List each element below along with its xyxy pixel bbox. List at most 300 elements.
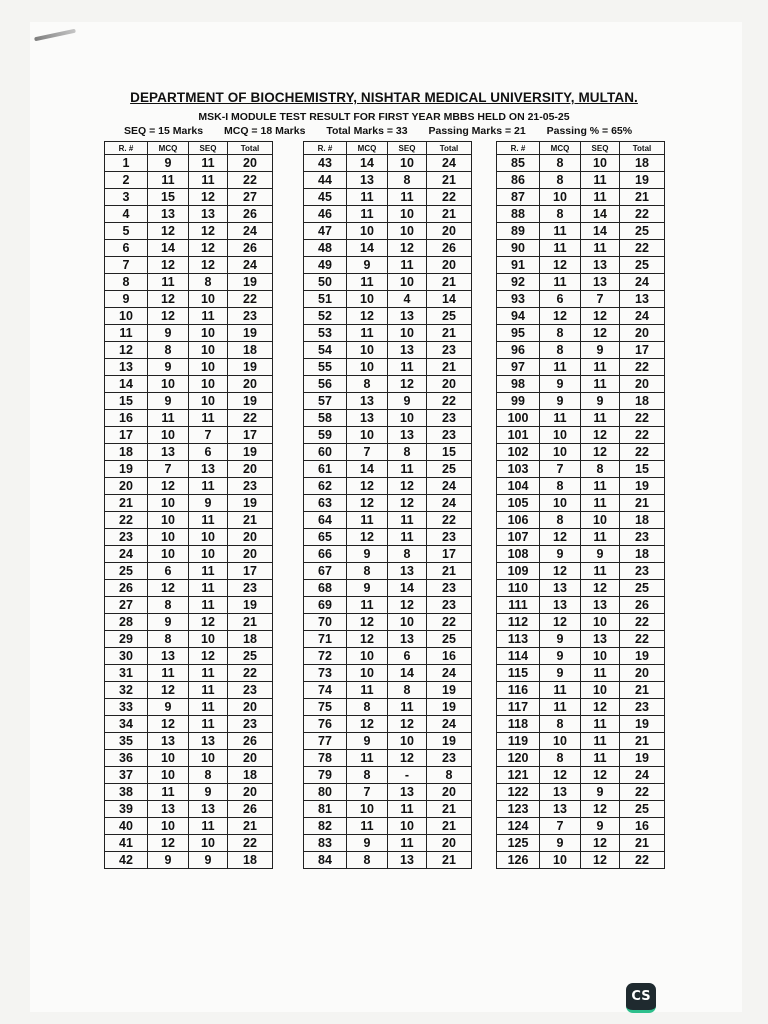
- mcq-score-cell: 9: [540, 546, 581, 563]
- seq-score-cell: 11: [581, 716, 620, 733]
- total-score-cell: 23: [427, 580, 472, 597]
- total-score-cell: 24: [427, 495, 472, 512]
- roll-number-cell: 7: [105, 257, 148, 274]
- total-score-cell: 20: [620, 325, 665, 342]
- table-row: [105, 240, 273, 257]
- table-row: [497, 172, 665, 189]
- seq-score-cell: 13: [581, 274, 620, 291]
- table-row: [304, 461, 472, 478]
- mcq-score-cell: 10: [148, 512, 189, 529]
- table-row: [497, 835, 665, 852]
- table-row: [304, 410, 472, 427]
- total-score-cell: 23: [620, 699, 665, 716]
- seq-score-cell: 10: [189, 376, 228, 393]
- seq-score-cell: 9: [581, 818, 620, 835]
- result-table-3: [496, 141, 665, 869]
- roll-number-cell: 107: [497, 529, 540, 546]
- mcq-score-cell: 9: [347, 257, 388, 274]
- mcq-score-cell: 10: [347, 342, 388, 359]
- mcq-score-cell: 8: [540, 325, 581, 342]
- mcq-score-cell: 12: [540, 767, 581, 784]
- table-row: [105, 189, 273, 206]
- mcq-score-cell: 11: [148, 410, 189, 427]
- table-row: [105, 257, 273, 274]
- mcq-score-cell: 9: [540, 648, 581, 665]
- roll-number-cell: 112: [497, 614, 540, 631]
- table-row: [497, 631, 665, 648]
- col-header-seq: SEQ: [189, 142, 228, 155]
- seq-score-cell: 13: [189, 206, 228, 223]
- seq-score-cell: 12: [388, 495, 427, 512]
- total-score-cell: 13: [620, 291, 665, 308]
- total-score-cell: 8: [427, 767, 472, 784]
- seq-score-cell: 11: [581, 172, 620, 189]
- total-score-cell: 22: [427, 189, 472, 206]
- total-score-cell: 23: [427, 410, 472, 427]
- roll-number-cell: 77: [304, 733, 347, 750]
- table-row: [304, 512, 472, 529]
- seq-score-cell: 10: [189, 359, 228, 376]
- total-score-cell: 21: [427, 274, 472, 291]
- mcq-score-cell: 9: [347, 580, 388, 597]
- roll-number-cell: 85: [497, 155, 540, 172]
- total-score-cell: 21: [427, 325, 472, 342]
- mcq-score-cell: 10: [540, 189, 581, 206]
- total-score-cell: 26: [427, 240, 472, 257]
- seq-score-cell: 8: [388, 682, 427, 699]
- total-score-cell: 22: [620, 359, 665, 376]
- table-row: [497, 189, 665, 206]
- total-score-cell: 18: [620, 393, 665, 410]
- roll-number-cell: 45: [304, 189, 347, 206]
- seq-score-cell: 12: [581, 580, 620, 597]
- roll-number-cell: 49: [304, 257, 347, 274]
- roll-number-cell: 56: [304, 376, 347, 393]
- roll-number-cell: 19: [105, 461, 148, 478]
- mcq-score-cell: 8: [540, 342, 581, 359]
- table-row: [105, 699, 273, 716]
- total-score-cell: 16: [427, 648, 472, 665]
- mcq-score-cell: 13: [148, 206, 189, 223]
- table-row: [304, 750, 472, 767]
- seq-score-cell: 10: [581, 614, 620, 631]
- roll-number-cell: 100: [497, 410, 540, 427]
- roll-number-cell: 10: [105, 308, 148, 325]
- mcq-score-cell: 10: [540, 733, 581, 750]
- table-row: [304, 376, 472, 393]
- mcq-score-cell: 9: [148, 155, 189, 172]
- total-score-cell: 26: [228, 801, 273, 818]
- seq-score-cell: 12: [581, 444, 620, 461]
- total-score-cell: 19: [427, 733, 472, 750]
- roll-number-cell: 55: [304, 359, 347, 376]
- mcq-score-cell: 12: [540, 308, 581, 325]
- table-row: [304, 308, 472, 325]
- roll-number-cell: 114: [497, 648, 540, 665]
- table-row: [497, 682, 665, 699]
- seq-score-cell: 11: [581, 750, 620, 767]
- mcq-score-cell: 12: [148, 682, 189, 699]
- table-row: [497, 818, 665, 835]
- total-score-cell: 19: [228, 274, 273, 291]
- mcq-score-cell: 9: [540, 631, 581, 648]
- result-table-1: [104, 141, 273, 869]
- mcq-score-cell: 11: [148, 784, 189, 801]
- mcq-score-cell: 14: [347, 240, 388, 257]
- total-score-cell: 19: [228, 597, 273, 614]
- seq-score-cell: 7: [189, 427, 228, 444]
- total-score-cell: 20: [427, 257, 472, 274]
- roll-number-cell: 118: [497, 716, 540, 733]
- table-row: [105, 784, 273, 801]
- roll-number-cell: 23: [105, 529, 148, 546]
- seq-score-cell: 11: [388, 835, 427, 852]
- table-row: [105, 750, 273, 767]
- table-row: [304, 852, 472, 869]
- seq-score-cell: 12: [388, 478, 427, 495]
- mcq-score-cell: 12: [347, 716, 388, 733]
- mcq-score-cell: 11: [347, 597, 388, 614]
- table-row: [497, 716, 665, 733]
- mcq-score-cell: 10: [148, 750, 189, 767]
- seq-score-cell: 9: [581, 784, 620, 801]
- mcq-score-cell: 10: [347, 665, 388, 682]
- mcq-score-cell: 14: [347, 461, 388, 478]
- mcq-score-cell: 8: [540, 172, 581, 189]
- table-row: [105, 410, 273, 427]
- table-row: [105, 733, 273, 750]
- seq-score-cell: 10: [581, 155, 620, 172]
- table-row: [497, 767, 665, 784]
- table-row: [105, 631, 273, 648]
- mcq-score-cell: 11: [540, 240, 581, 257]
- seq-score-cell: 13: [388, 631, 427, 648]
- total-score-cell: 21: [228, 614, 273, 631]
- table-row: [105, 682, 273, 699]
- seq-marks-text: SEQ = 15 Marks: [124, 125, 204, 137]
- table-row: [304, 223, 472, 240]
- mcq-score-cell: 12: [347, 308, 388, 325]
- mcq-score-cell: 10: [540, 444, 581, 461]
- col-header-roll: R. #: [105, 142, 148, 155]
- mcq-score-cell: 9: [148, 359, 189, 376]
- total-score-cell: 18: [228, 631, 273, 648]
- total-score-cell: 20: [228, 529, 273, 546]
- total-score-cell: 24: [427, 478, 472, 495]
- table-row: [105, 274, 273, 291]
- total-score-cell: 20: [228, 155, 273, 172]
- table-row: [304, 393, 472, 410]
- seq-score-cell: 14: [388, 580, 427, 597]
- mcq-score-cell: 9: [347, 733, 388, 750]
- seq-score-cell: 11: [388, 359, 427, 376]
- roll-number-cell: 22: [105, 512, 148, 529]
- roll-number-cell: 54: [304, 342, 347, 359]
- mcq-score-cell: 8: [347, 852, 388, 869]
- roll-number-cell: 81: [304, 801, 347, 818]
- roll-number-cell: 97: [497, 359, 540, 376]
- mcq-score-cell: 6: [148, 563, 189, 580]
- total-score-cell: 21: [427, 852, 472, 869]
- mcq-score-cell: 11: [148, 274, 189, 291]
- mcq-score-cell: 11: [347, 512, 388, 529]
- table-row: [497, 274, 665, 291]
- table-row: [105, 512, 273, 529]
- total-score-cell: 22: [620, 631, 665, 648]
- roll-number-cell: 75: [304, 699, 347, 716]
- roll-number-cell: 2: [105, 172, 148, 189]
- roll-number-cell: 29: [105, 631, 148, 648]
- total-score-cell: 23: [228, 580, 273, 597]
- total-score-cell: 22: [427, 614, 472, 631]
- seq-score-cell: 11: [581, 563, 620, 580]
- total-score-cell: 22: [228, 835, 273, 852]
- total-score-cell: 22: [620, 852, 665, 869]
- total-score-cell: 17: [427, 546, 472, 563]
- total-score-cell: 22: [620, 614, 665, 631]
- seq-score-cell: 11: [189, 580, 228, 597]
- mcq-score-cell: 8: [540, 512, 581, 529]
- table-row: [105, 852, 273, 869]
- table-row: [304, 291, 472, 308]
- total-score-cell: 25: [620, 580, 665, 597]
- total-score-cell: 21: [427, 359, 472, 376]
- mcq-score-cell: 12: [540, 563, 581, 580]
- table-row: [105, 376, 273, 393]
- roll-number-cell: 62: [304, 478, 347, 495]
- mcq-score-cell: 12: [148, 257, 189, 274]
- roll-number-cell: 21: [105, 495, 148, 512]
- table-row: [105, 614, 273, 631]
- table-row: [105, 665, 273, 682]
- roll-number-cell: 80: [304, 784, 347, 801]
- mcq-score-cell: 8: [347, 699, 388, 716]
- table-row: [304, 274, 472, 291]
- total-score-cell: 21: [427, 563, 472, 580]
- seq-score-cell: 10: [581, 648, 620, 665]
- table-row: [105, 835, 273, 852]
- roll-number-cell: 63: [304, 495, 347, 512]
- roll-number-cell: 72: [304, 648, 347, 665]
- total-score-cell: 21: [620, 835, 665, 852]
- col-header-mcq: MCQ: [347, 142, 388, 155]
- mcq-score-cell: 13: [148, 733, 189, 750]
- mcq-score-cell: 12: [148, 716, 189, 733]
- mcq-score-cell: 9: [148, 699, 189, 716]
- seq-score-cell: 12: [189, 648, 228, 665]
- seq-score-cell: 9: [581, 393, 620, 410]
- table-row: [105, 342, 273, 359]
- seq-score-cell: 12: [581, 835, 620, 852]
- total-score-cell: 23: [228, 308, 273, 325]
- total-score-cell: 15: [620, 461, 665, 478]
- roll-number-cell: 60: [304, 444, 347, 461]
- table-row: [304, 478, 472, 495]
- col-header-mcq: MCQ: [540, 142, 581, 155]
- seq-score-cell: 10: [189, 529, 228, 546]
- seq-score-cell: 11: [189, 172, 228, 189]
- roll-number-cell: 40: [105, 818, 148, 835]
- total-score-cell: 21: [228, 512, 273, 529]
- table-row: [497, 665, 665, 682]
- total-marks-text: Total Marks = 33: [326, 125, 408, 137]
- seq-score-cell: 10: [388, 733, 427, 750]
- mcq-score-cell: 11: [347, 189, 388, 206]
- roll-number-cell: 5: [105, 223, 148, 240]
- roll-number-cell: 61: [304, 461, 347, 478]
- col-header-total: Total: [427, 142, 472, 155]
- seq-score-cell: 13: [581, 597, 620, 614]
- total-score-cell: 20: [228, 376, 273, 393]
- table-row: [497, 427, 665, 444]
- roll-number-cell: 15: [105, 393, 148, 410]
- table-row: [304, 172, 472, 189]
- mcq-score-cell: 12: [347, 495, 388, 512]
- roll-number-cell: 41: [105, 835, 148, 852]
- roll-number-cell: 11: [105, 325, 148, 342]
- mcq-score-cell: 10: [148, 427, 189, 444]
- seq-score-cell: 9: [388, 393, 427, 410]
- table-row: [105, 155, 273, 172]
- mcq-score-cell: 11: [540, 410, 581, 427]
- total-score-cell: 23: [427, 342, 472, 359]
- roll-number-cell: 87: [497, 189, 540, 206]
- seq-score-cell: 11: [189, 478, 228, 495]
- total-score-cell: 22: [620, 784, 665, 801]
- mcq-score-cell: 13: [540, 801, 581, 818]
- mcq-score-cell: 9: [347, 835, 388, 852]
- table-row: [304, 495, 472, 512]
- roll-number-cell: 73: [304, 665, 347, 682]
- total-score-cell: 23: [620, 563, 665, 580]
- table-row: [105, 716, 273, 733]
- roll-number-cell: 17: [105, 427, 148, 444]
- roll-number-cell: 120: [497, 750, 540, 767]
- total-score-cell: 19: [427, 699, 472, 716]
- total-score-cell: 25: [427, 461, 472, 478]
- roll-number-cell: 33: [105, 699, 148, 716]
- table-row: [304, 682, 472, 699]
- table-row: [497, 393, 665, 410]
- roll-number-cell: 3: [105, 189, 148, 206]
- table-row: [105, 648, 273, 665]
- table-row: [304, 597, 472, 614]
- seq-score-cell: 11: [388, 699, 427, 716]
- total-score-cell: 22: [228, 665, 273, 682]
- table-row: [304, 835, 472, 852]
- roll-number-cell: 103: [497, 461, 540, 478]
- table-row: [497, 512, 665, 529]
- mcq-score-cell: 11: [148, 172, 189, 189]
- roll-number-cell: 42: [105, 852, 148, 869]
- roll-number-cell: 47: [304, 223, 347, 240]
- mcq-score-cell: 14: [347, 155, 388, 172]
- roll-number-cell: 101: [497, 427, 540, 444]
- roll-number-cell: 65: [304, 529, 347, 546]
- mcq-score-cell: 9: [148, 852, 189, 869]
- mcq-score-cell: 8: [347, 767, 388, 784]
- roll-number-cell: 46: [304, 206, 347, 223]
- total-score-cell: 23: [228, 716, 273, 733]
- mcq-score-cell: 9: [540, 393, 581, 410]
- mcq-score-cell: 12: [148, 223, 189, 240]
- total-score-cell: 26: [228, 206, 273, 223]
- total-score-cell: 21: [620, 733, 665, 750]
- roll-number-cell: 58: [304, 410, 347, 427]
- roll-number-cell: 119: [497, 733, 540, 750]
- seq-score-cell: 11: [189, 665, 228, 682]
- total-score-cell: 25: [228, 648, 273, 665]
- roll-number-cell: 98: [497, 376, 540, 393]
- total-score-cell: 23: [427, 750, 472, 767]
- total-score-cell: 20: [228, 750, 273, 767]
- mcq-score-cell: 11: [347, 682, 388, 699]
- seq-score-cell: 13: [388, 427, 427, 444]
- table-row: [497, 750, 665, 767]
- seq-score-cell: 12: [581, 699, 620, 716]
- passing-percent-text: Passing % = 65%: [546, 125, 633, 137]
- table-header-row: [105, 142, 273, 155]
- total-score-cell: 23: [228, 478, 273, 495]
- table-row: [304, 784, 472, 801]
- mcq-score-cell: 7: [540, 818, 581, 835]
- mcq-score-cell: 12: [148, 478, 189, 495]
- seq-score-cell: 12: [189, 614, 228, 631]
- roll-number-cell: 70: [304, 614, 347, 631]
- seq-score-cell: 11: [189, 682, 228, 699]
- roll-number-cell: 50: [304, 274, 347, 291]
- total-score-cell: 19: [427, 682, 472, 699]
- seq-score-cell: 10: [388, 274, 427, 291]
- roll-number-cell: 113: [497, 631, 540, 648]
- roll-number-cell: 94: [497, 308, 540, 325]
- mcq-score-cell: 11: [540, 274, 581, 291]
- table-row: [497, 308, 665, 325]
- roll-number-cell: 30: [105, 648, 148, 665]
- seq-score-cell: 12: [388, 240, 427, 257]
- seq-score-cell: 10: [189, 631, 228, 648]
- table-row: [304, 818, 472, 835]
- total-score-cell: 18: [228, 852, 273, 869]
- table-row: [304, 342, 472, 359]
- total-score-cell: 23: [228, 682, 273, 699]
- roll-number-cell: 4: [105, 206, 148, 223]
- roll-number-cell: 48: [304, 240, 347, 257]
- seq-score-cell: 10: [189, 750, 228, 767]
- mcq-score-cell: 9: [347, 546, 388, 563]
- total-score-cell: 22: [620, 444, 665, 461]
- total-score-cell: 19: [228, 393, 273, 410]
- seq-score-cell: 11: [388, 529, 427, 546]
- total-score-cell: 19: [620, 648, 665, 665]
- total-score-cell: 16: [620, 818, 665, 835]
- seq-score-cell: 8: [581, 461, 620, 478]
- seq-score-cell: 13: [189, 461, 228, 478]
- mcq-score-cell: 15: [148, 189, 189, 206]
- total-score-cell: 22: [620, 427, 665, 444]
- roll-number-cell: 66: [304, 546, 347, 563]
- table-row: [105, 767, 273, 784]
- seq-score-cell: 10: [388, 410, 427, 427]
- seq-score-cell: 11: [189, 597, 228, 614]
- seq-score-cell: 13: [189, 801, 228, 818]
- table-row: [304, 665, 472, 682]
- passing-marks-text: Passing Marks = 21: [428, 125, 526, 137]
- mcq-score-cell: 6: [540, 291, 581, 308]
- seq-score-cell: 10: [189, 835, 228, 852]
- roll-number-cell: 8: [105, 274, 148, 291]
- seq-score-cell: 13: [581, 631, 620, 648]
